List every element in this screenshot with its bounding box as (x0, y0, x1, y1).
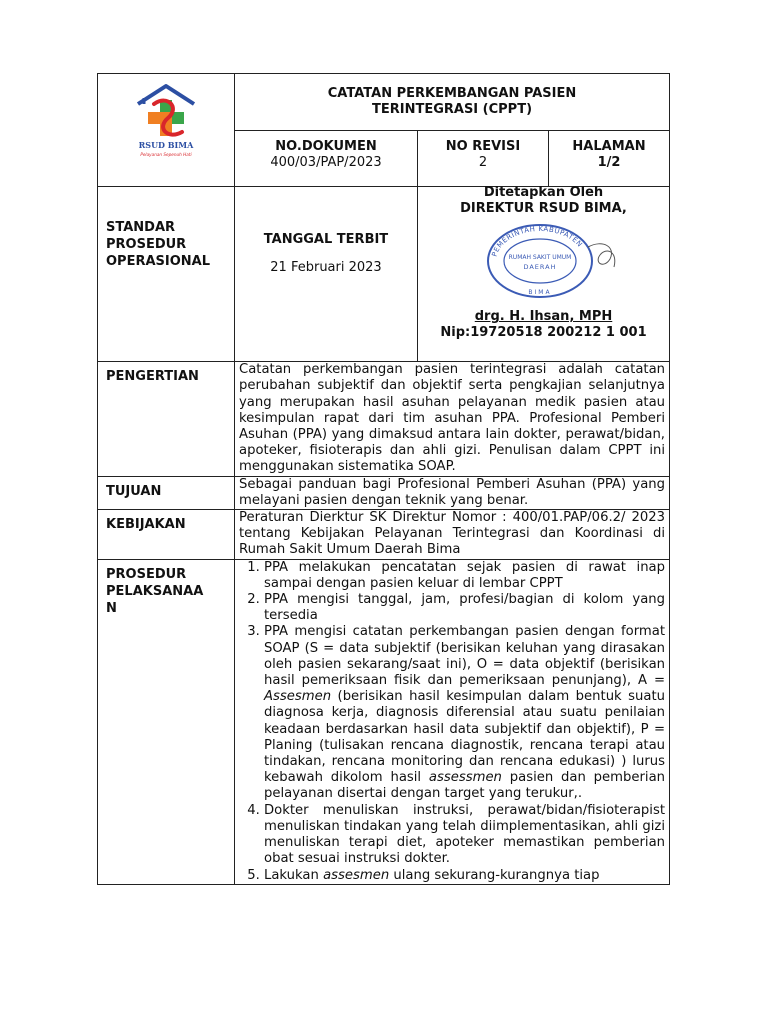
prosedur-item-4: 4. Dokter menuliskan instruksi, perawat/bidan/fisioterapist menuliskan tindakan yang telah diimplementasikan, ahli gizi menuliskan terapi diet, apoteker memastikan pemberian obat sesuai instruksi dokter. (264, 803, 665, 868)
prosedur-list (239, 560, 665, 884)
no-revisi-label: NO REVISI (445, 139, 521, 155)
pengertian-label-cell (98, 362, 235, 476)
prosedur-label-line-1: PROSEDUR (106, 566, 187, 582)
halaman-cell (549, 131, 670, 187)
no-dokumen-value: 400/03/PAP/2023 (270, 155, 382, 171)
stamp-text-mid-2: DAERAH (523, 263, 557, 272)
logo-tagline-text: Pelayanan Sepenuh Hati (140, 152, 192, 157)
sop-label-line-3: OPERASIONAL (106, 254, 211, 270)
tanggal-terbit-value: 21 Februari 2023 (270, 260, 382, 276)
signature-cell (418, 187, 670, 362)
logo-name-text: RSUD BIMA (138, 140, 194, 150)
tujuan-text: Sebagai panduan bagi Profesional Pemberi Asuhan (PPA) yang melayani pasien dengan teknik yang benar. (239, 476, 666, 508)
tujuan-label: TUJUAN (106, 483, 162, 499)
stamp-text-top: PEMERINTAH KABUPATEN (490, 225, 584, 258)
prosedur-label-line-2: PELAKSANAA (106, 583, 204, 599)
pengertian-label: PENGERTIAN (106, 369, 199, 385)
prosedur-item-5-part-b: ulang sekurang-kurangnya tiap (389, 867, 600, 883)
prosedur-item-3-italic-1: Assesmen (264, 689, 332, 705)
official-stamp (418, 217, 670, 301)
svg-text:PEMERINTAH KABUPATEN (491, 225, 584, 258)
kebijakan-label: KEBIJAKAN (106, 517, 186, 533)
title-line-2: TERINTEGRASI (CPPT) (371, 102, 533, 117)
halaman-value: 1/2 (597, 155, 621, 171)
sop-label-line-2: PROSEDUR (106, 237, 187, 253)
prosedur-item-5 (264, 868, 665, 884)
sop-label-cell (98, 187, 235, 362)
no-revisi-cell (418, 131, 549, 187)
prosedur-item-2: 2. PPA mengisi tanggal, jam, profesi/bagian di kolom yang tersedia (264, 592, 665, 624)
tujuan-content-cell (235, 476, 670, 509)
director-nip: Nip:19720518 200212 1 001 (440, 325, 647, 341)
stamp-text-bottom: BIMA (528, 289, 552, 297)
ditetapkan-line-1: Ditetapkan Oleh (483, 185, 604, 201)
prosedur-item-5-italic: assesmen (323, 867, 390, 883)
title-cell (235, 74, 670, 131)
no-dokumen-cell (235, 131, 418, 187)
logo-cell (98, 74, 235, 187)
prosedur-label-line-3: N (106, 600, 117, 616)
prosedur-content-cell (235, 559, 670, 884)
prosedur-item-3 (264, 624, 665, 802)
prosedur-item-5-part-a: Lakukan (264, 867, 324, 883)
stamp-text-mid-1: RUMAH SAKIT UMUM (508, 254, 572, 262)
no-revisi-value: 2 (478, 155, 488, 171)
prosedur-item-3-part-b: (berisikan hasil kesimpulan dalam bentuk suatu diagnosa kerja, diagnosis diferensial atau suatu penilaian keadaan berdasarkan hasil data subjektif dan objektif), P = Planing (tulisakan rencana diagnostik, rencana terapi atau tindakan, rencana monitoring dan rencana edukasi) ) lurus kebawah dikolom hasil (264, 689, 666, 786)
sop-label-line-1: STANDAR (106, 220, 176, 236)
sop-table (97, 73, 670, 885)
ditetapkan-line-2: DIREKTUR RSUD BIMA, (460, 201, 627, 217)
tanggal-terbit-label: TANGGAL TERBIT (263, 232, 389, 248)
director-name: drg. H. Ihsan, MPH (474, 309, 613, 325)
pengertian-text: Catatan perkembangan pasien terintegrasi adalah catatan perubahan subjektif dan objektif serta pengkajian selanjutnya yang merupakan hasil asuhan pelayanan medik pasien atau kesimpulan rapat dari tim asuhan PPA. Profesional Pemberi Asuhan (PPA) yang dimaksud antara lain dokter, perawat/bidan, apoteker, fisioterapis dan ahli gizi. Penulisan dalam CPPT ini menggunakan sistematika SOAP. (239, 362, 666, 475)
prosedur-item-3-part-a: PPA mengisi catatan perkembangan pasien dengan format SOAP (S = data subjektif (berisikan keluhan yang dirasakan oleh pasien sekarang/saat ini), O = data objektif (berisikan hasil pemeriksaan fisik dan pemeriksaan penunjang), A = (264, 624, 666, 689)
tujuan-label-cell (98, 476, 235, 509)
kebijakan-text: Peraturan Dierktur SK Direktur Nomor : 400/01.PAP/06.2/ 2023 tentang Kebijakan Pelayanan Terintegrasi dan Koordinasi di Rumah Sakit Umum Daerah Bima (239, 510, 666, 558)
kebijakan-content-cell (235, 510, 670, 560)
prosedur-item-3-italic-2: assessmen (428, 770, 502, 786)
prosedur-item-1: 1. PPA melakukan pencatatan sejak pasien di rawat inap sampai dengan pasien keluar di lembar CPPT (264, 560, 665, 592)
pengertian-content-cell (235, 362, 670, 476)
title-line-1: CATATAN PERKEMBANGAN PASIEN (327, 86, 577, 101)
kebijakan-label-cell (98, 510, 235, 560)
prosedur-item-3-part-c: pasien dan pemberian pelayanan disertai dengan target yang terukur,. (264, 770, 666, 802)
sop-document (97, 73, 669, 885)
halaman-label: HALAMAN (572, 139, 646, 155)
rsud-bima-logo (98, 74, 235, 181)
prosedur-label-cell (98, 559, 235, 884)
no-dokumen-label: NO.DOKUMEN (275, 139, 377, 155)
tanggal-terbit-cell (235, 187, 418, 362)
